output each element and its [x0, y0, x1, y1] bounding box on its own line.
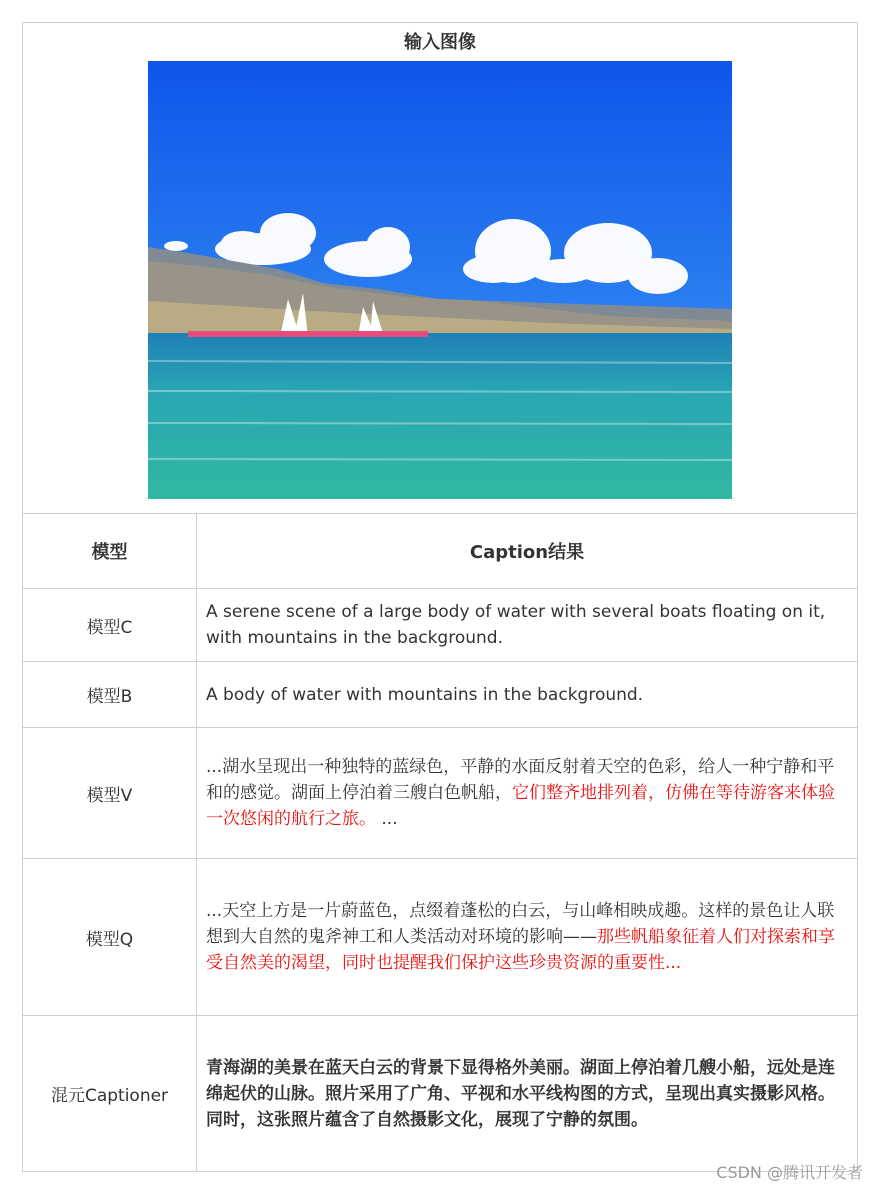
caption-text — [197, 728, 858, 859]
table-header-row — [23, 514, 858, 589]
lake-photo — [148, 61, 732, 499]
caption-text: A body of water with mountains in the background. — [197, 662, 858, 728]
caption-text: 青海湖的美景在蓝天白云的背景下显得格外美丽。湖面上停泊着几艘小船，远处是连绵起伏的山脉。照片采用了广角、平视和水平线构图的方式，呈现出真实摄影风格。同时，这张照片蕴含了自然摄影文化，展现了宁静的氛围。 — [197, 1016, 858, 1172]
caption-text: A serene scene of a large body of water with several boats floating on it, with mountains in the background. — [197, 589, 858, 662]
header-model: 模型 — [23, 514, 197, 589]
table-row — [23, 859, 858, 1016]
input-image-title: 输入图像 — [404, 32, 476, 53]
model-name: 模型B — [23, 662, 197, 728]
caption-ellipsis: ... — [665, 953, 682, 973]
model-name: 模型V — [23, 728, 197, 859]
table-row — [23, 1016, 858, 1172]
table-row — [23, 589, 858, 662]
caption-text — [197, 859, 858, 1016]
model-name: 模型Q — [23, 859, 197, 1016]
caption-highlight-text: 那些帆船象征着人们对探索和享受自然美的渴望，同时也提醒我们保护这些珍贵资源的重要性 — [206, 927, 835, 973]
caption-normal-text: ...湖水呈现出一种独特的蓝绿色，平静的水面反射着天空的色彩，给人一种宁静和平和的感觉。湖面上停泊着三艘白色帆船， — [206, 757, 835, 803]
model-name: 模型C — [23, 589, 197, 662]
caption-ellipsis: ... — [376, 809, 398, 829]
table-row — [23, 728, 858, 859]
model-name: 混元Captioner — [23, 1016, 197, 1172]
header-caption-result: Caption结果 — [197, 514, 858, 589]
input-image-cell — [23, 23, 858, 514]
table-row — [23, 662, 858, 728]
caption-highlight-text: 它们整齐地排列着，仿佛在等待游客来体验一次悠闲的航行之旅。 — [206, 783, 835, 829]
csdn-watermark: CSDN @腾讯开发者 — [716, 1163, 863, 1182]
caption-normal-text: ...天空上方是一片蔚蓝色，点缀着蓬松的白云，与山峰相映成趣。这样的景色让人联想到大自然的鬼斧神工和人类活动对环境的影响—— — [206, 901, 835, 947]
caption-comparison-table — [22, 22, 858, 1172]
